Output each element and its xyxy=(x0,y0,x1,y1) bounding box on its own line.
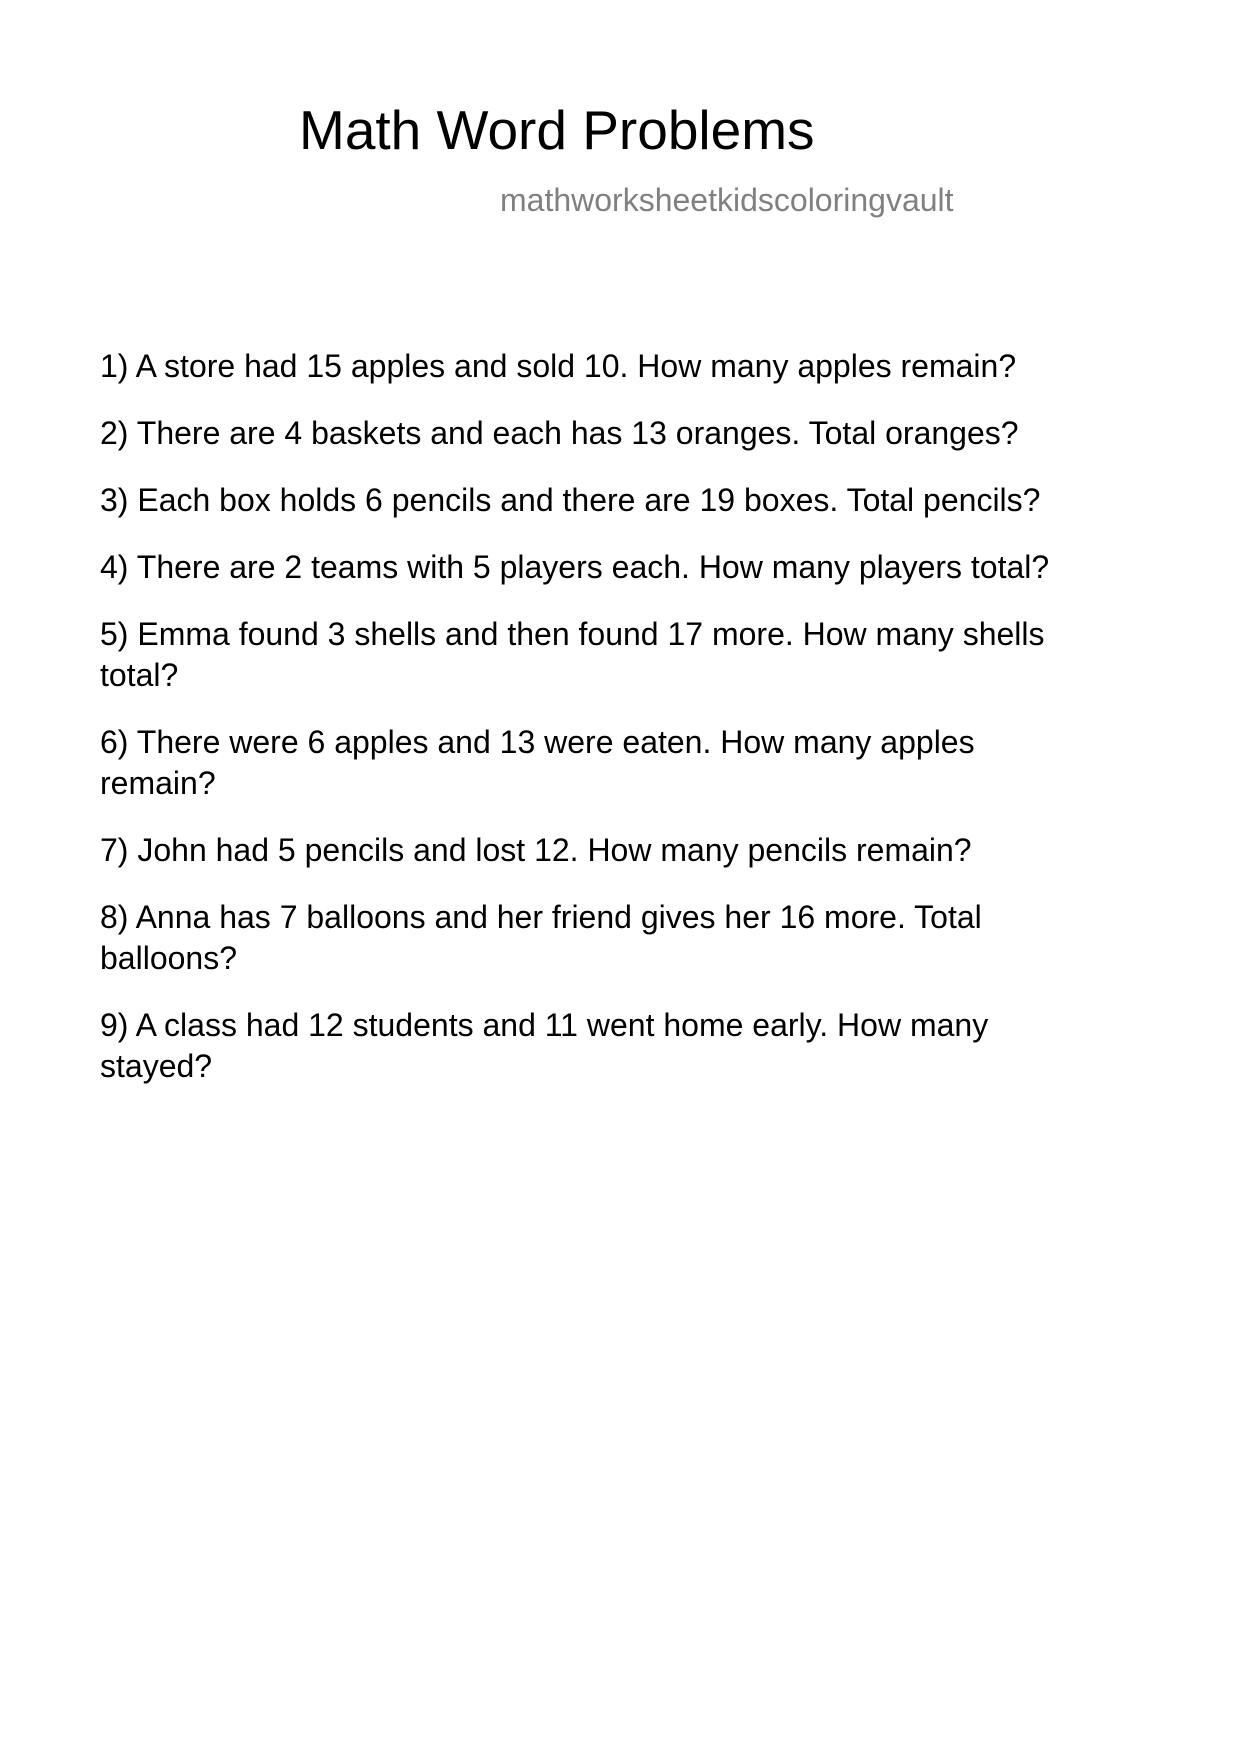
problem-item-6: 6) There were 6 apples and 13 were eaten. How many apples remain? xyxy=(100,724,975,801)
problem-list xyxy=(100,346,1150,1113)
page-subtitle: mathworksheetkidscoloringvault xyxy=(500,182,954,218)
problem-item-5: 5) Emma found 3 shells and then found 17 more. How many shells total? xyxy=(100,616,1045,693)
problem-item-9: 9) A class had 12 students and 11 went home early. How many stayed? xyxy=(100,1007,989,1084)
problem-item-1: 1) A store had 15 apples and sold 10. How many apples remain? xyxy=(100,348,1017,384)
problem-item-3: 3) Each box holds 6 pencils and there are 19 boxes. Total pencils? xyxy=(100,482,1041,518)
problem-item-7: 7) John had 5 pencils and lost 12. How many pencils remain? xyxy=(100,832,972,868)
problem-item-4: 4) There are 2 teams with 5 players each. How many players total? xyxy=(100,549,1050,585)
page-title: Math Word Problems xyxy=(299,99,815,161)
problem-item-2: 2) There are 4 baskets and each has 13 oranges. Total oranges? xyxy=(100,415,1019,451)
problem-item-8: 8) Anna has 7 balloons and her friend gives her 16 more. Total balloons? xyxy=(100,899,982,976)
